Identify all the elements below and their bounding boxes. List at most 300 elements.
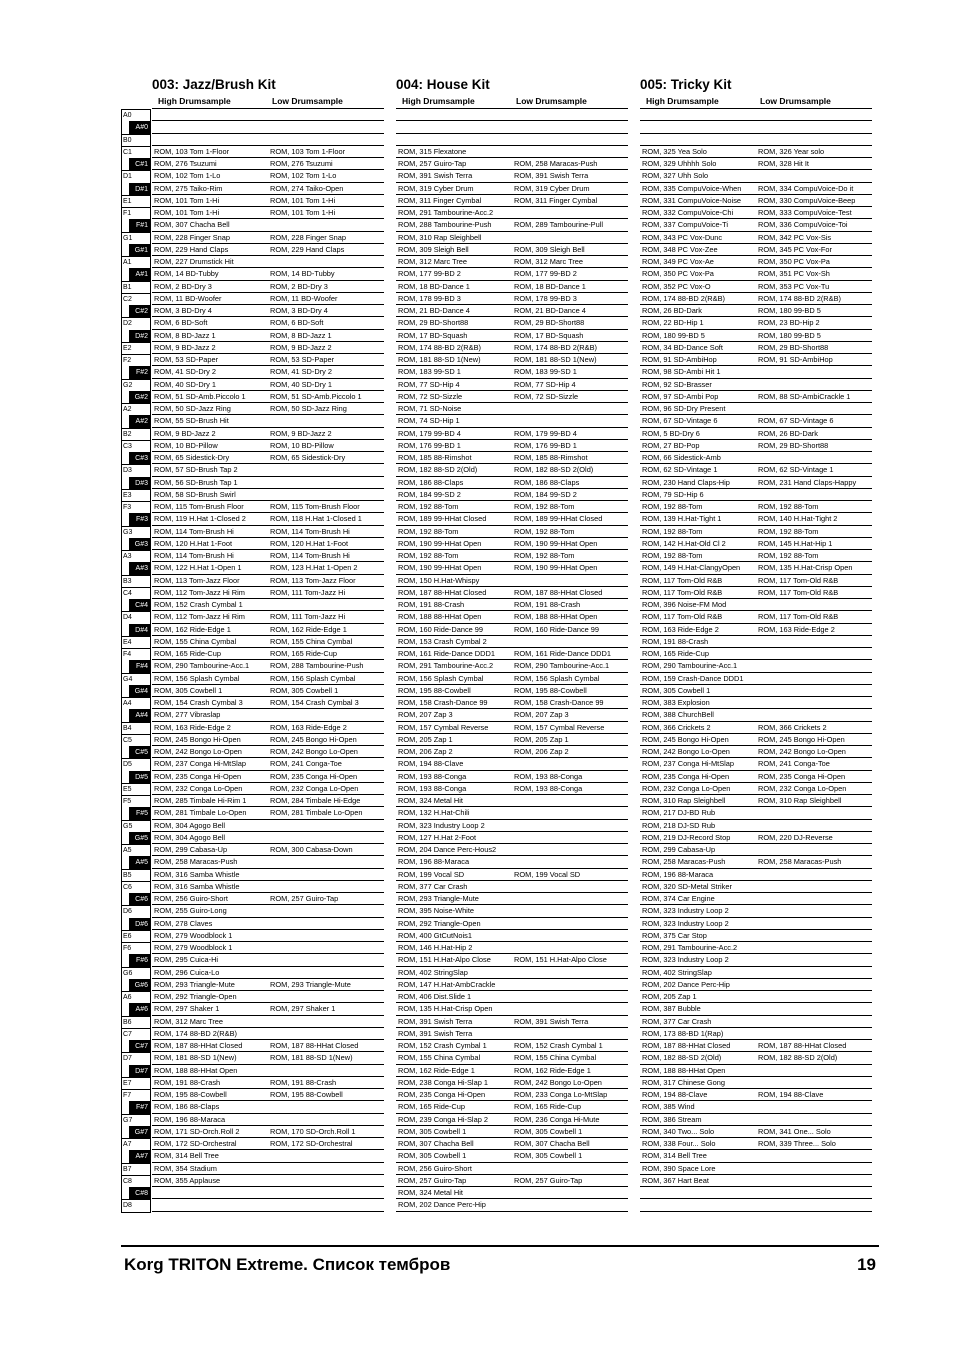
low-sample: ROM, 117 Tom-Old R&B <box>758 587 839 597</box>
low-sample: ROM, 190 99-HHat Open <box>514 538 598 548</box>
table-row <box>396 942 628 954</box>
high-sample: ROM, 55 SD-Brush Hit <box>154 416 229 426</box>
high-sample: ROM, 187 88-HHat Closed <box>642 1041 731 1050</box>
table-row <box>396 317 628 329</box>
table-row <box>152 538 384 550</box>
low-sample: ROM, 189 99-HHat Closed <box>514 514 603 524</box>
key-label: F#6 <box>129 954 151 966</box>
table-row <box>396 820 628 832</box>
key-label: C#8 <box>129 1187 151 1199</box>
high-sample: ROM, 391 Swish Terra <box>398 1016 473 1026</box>
low-sample: ROM, 101 Tom 1-Hi <box>270 195 336 205</box>
table-row <box>152 489 384 501</box>
low-sample: ROM, 154 Crash Cymbal 3 <box>270 698 359 707</box>
high-sample: ROM, 386 Stream <box>642 1114 702 1124</box>
low-sample: ROM, 29 BD-Short88 <box>758 440 829 450</box>
low-sample: ROM, 8 BD-Jazz 1 <box>270 330 332 340</box>
table-row <box>396 1003 628 1015</box>
low-sample: ROM, 165 Ride-Cup <box>270 649 337 658</box>
high-sample: ROM, 314 Bell Tree <box>642 1151 707 1161</box>
high-sample: ROM, 9 BD-Jazz 2 <box>154 342 216 352</box>
table-row <box>640 134 872 146</box>
table-row <box>396 954 628 966</box>
table-row <box>640 709 872 721</box>
table-row <box>152 1052 384 1064</box>
high-sample: ROM, 281 Timbale Lo-Open <box>154 808 247 818</box>
table-row <box>152 464 384 476</box>
low-sample: ROM, 297 Shaker 1 <box>270 1004 336 1014</box>
high-sample: ROM, 196 88-Maraca <box>642 869 714 879</box>
header-low: Low Drumsample <box>516 96 587 106</box>
high-sample: ROM, 242 Bongo Lo-Open <box>154 747 242 756</box>
high-sample: ROM, 162 Ride-Edge 1 <box>154 624 231 634</box>
low-sample: ROM, 180 99-BD 5 <box>758 330 821 340</box>
high-sample: ROM, 192 88-Tom <box>398 551 459 560</box>
low-sample: ROM, 26 BD-Dark <box>758 428 818 438</box>
high-sample: ROM, 101 Tom 1-Hi <box>154 195 220 205</box>
key-label: A#2 <box>129 415 151 427</box>
table-row <box>152 991 384 1003</box>
table-row <box>640 991 872 1003</box>
table-row <box>640 268 872 280</box>
low-sample: ROM, 334 CompuVoice-Do it <box>758 183 854 193</box>
table-row <box>396 207 628 219</box>
high-sample: ROM, 91 SD-AmbiHop <box>642 355 717 364</box>
key-label: G#5 <box>129 832 151 844</box>
high-sample: ROM, 112 Tom-Jazz Hi Rim <box>154 612 245 622</box>
table-row <box>640 452 872 464</box>
low-sample: ROM, 114 Tom-Brush Hi <box>270 551 350 560</box>
low-sample: ROM, 170 SD-Orch.Roll 1 <box>270 1126 356 1136</box>
low-sample: ROM, 9 BD-Jazz 2 <box>270 342 332 352</box>
low-sample: ROM, 235 Conga Hi-Open <box>758 771 846 781</box>
kit-jazz-brush <box>152 76 384 1185</box>
page-number: 19 <box>857 1255 876 1274</box>
low-sample: ROM, 236 Conga Hi-Mute <box>514 1114 600 1124</box>
high-sample: ROM, 256 Guiro-Short <box>398 1163 472 1173</box>
table-row <box>640 795 872 807</box>
table-row <box>640 464 872 476</box>
table-row <box>640 1028 872 1040</box>
table-row <box>640 244 872 256</box>
key-label: A#7 <box>129 1150 151 1162</box>
key-label: G#1 <box>129 244 151 256</box>
table-row <box>152 575 384 587</box>
low-sample: ROM, 293 Triangle-Mute <box>270 979 351 989</box>
low-sample: ROM, 195 88-Cowbell <box>270 1090 343 1099</box>
high-sample: ROM, 34 BD-Dance Soft <box>642 342 723 352</box>
table-row <box>640 783 872 795</box>
table-row <box>152 954 384 966</box>
high-sample: ROM, 191 88-Crash <box>642 636 709 646</box>
high-sample: ROM, 297 Shaker 1 <box>154 1004 220 1014</box>
low-sample: ROM, 156 Splash Cymbal <box>514 673 600 683</box>
table-row <box>640 1138 872 1150</box>
high-sample: ROM, 195 88-Cowbell <box>154 1090 227 1099</box>
low-sample: ROM, 102 Tom 1-Lo <box>270 171 337 181</box>
key-label: G#2 <box>129 391 151 403</box>
low-sample: ROM, 305 Cowbell 1 <box>514 1151 583 1161</box>
low-sample: ROM, 65 Sidestick-Dry <box>270 453 346 462</box>
high-sample: ROM, 245 Bongo Hi-Open <box>154 734 241 744</box>
table-row <box>640 832 872 844</box>
table-row <box>152 807 384 819</box>
high-sample: ROM, 114 Tom-Brush Hi <box>154 551 234 560</box>
high-sample: ROM, 160 Ride-Dance 99 <box>398 624 484 634</box>
low-sample: ROM, 50 SD-Jazz Ring <box>270 404 347 413</box>
high-sample: ROM, 331 CompuVoice-Noise <box>642 195 741 205</box>
table-row <box>640 856 872 868</box>
table-row <box>152 244 384 256</box>
key-label: F3 <box>121 501 151 513</box>
high-sample: ROM, 238 Conga Hi-Slap 1 <box>398 1077 488 1087</box>
high-sample: ROM, 327 Uhh Solo <box>642 171 709 181</box>
kit-title: 003: Jazz/Brush Kit <box>152 77 276 92</box>
high-sample: ROM, 67 SD-Vintage 6 <box>642 416 718 426</box>
table-row <box>152 134 384 146</box>
high-sample: ROM, 188 88-HHat Open <box>642 1065 726 1075</box>
high-sample: ROM, 338 Four... Solo <box>642 1139 716 1148</box>
table-row <box>396 1199 628 1211</box>
table-row <box>640 489 872 501</box>
table-row <box>640 1114 872 1126</box>
table-row <box>396 967 628 979</box>
high-sample: ROM, 189 99-HHat Closed <box>398 514 487 524</box>
table-row <box>640 611 872 623</box>
table-row <box>640 599 872 611</box>
table-row <box>640 207 872 219</box>
high-sample: ROM, 194 88-Clave <box>642 1090 708 1099</box>
table-row <box>640 121 872 133</box>
high-sample: ROM, 199 Vocal SD <box>398 869 465 879</box>
key-label: D#4 <box>129 624 151 636</box>
table-row <box>396 1016 628 1028</box>
low-sample: ROM, 228 Finger Snap <box>270 232 346 242</box>
high-sample: ROM, 98 SD-Ambi Hit 1 <box>642 367 721 377</box>
key-label: B4 <box>121 722 151 734</box>
table-row <box>396 538 628 550</box>
key-label: C8 <box>121 1175 151 1187</box>
high-sample: ROM, 291 Tambourine-Acc.2 <box>398 661 494 671</box>
table-row <box>396 611 628 623</box>
low-sample: ROM, 6 BD-Soft <box>270 318 324 328</box>
table-row <box>152 158 384 170</box>
low-sample: ROM, 158 Crash-Dance 99 <box>514 698 604 707</box>
low-sample: ROM, 111 Tom-Jazz Hi <box>270 612 346 622</box>
high-sample: ROM, 41 SD-Dry 2 <box>154 367 217 377</box>
high-sample: ROM, 232 Conga Lo-Open <box>154 783 243 793</box>
low-sample: ROM, 235 Conga Hi-Open <box>270 771 358 781</box>
low-sample: ROM, 194 88-Clave <box>758 1090 824 1099</box>
high-sample: ROM, 352 PC Vox-O <box>642 281 711 291</box>
high-sample: ROM, 325 Yea Solo <box>642 146 707 156</box>
low-sample: ROM, 29 BD-Short88 <box>514 318 585 328</box>
high-sample: ROM, 276 Tsuzumi <box>154 159 217 168</box>
table-row <box>640 538 872 550</box>
low-sample: ROM, 207 Zap 3 <box>514 710 569 720</box>
high-sample: ROM, 343 PC Vox-Dunc <box>642 232 723 242</box>
table-row <box>152 648 384 660</box>
table-row <box>396 869 628 881</box>
low-sample: ROM, 242 Bongo Lo-Open <box>758 747 846 756</box>
low-sample: ROM, 185 88-Rimshot <box>514 453 588 462</box>
table-row <box>640 342 872 354</box>
high-sample: ROM, 202 Dance Perc-Hip <box>398 1200 486 1210</box>
table-row <box>396 1040 628 1052</box>
key-label: C#3 <box>129 452 151 464</box>
table-row <box>152 1040 384 1052</box>
table-row <box>152 293 384 305</box>
key-label: A#3 <box>129 562 151 574</box>
low-sample: ROM, 232 Conga Lo-Open <box>758 783 847 793</box>
table-row <box>640 967 872 979</box>
low-sample: ROM, 233 Conga Lo-MtSlap <box>514 1090 608 1099</box>
high-sample: ROM, 367 Hart Beat <box>642 1175 709 1185</box>
high-sample: ROM, 165 Ride-Cup <box>642 649 709 658</box>
table-row <box>396 758 628 770</box>
table-row <box>640 281 872 293</box>
high-sample: ROM, 377 Car Crash <box>642 1016 712 1026</box>
table-row <box>640 562 872 574</box>
high-sample: ROM, 230 Hand Claps-Hip <box>642 477 730 487</box>
table-row <box>396 268 628 280</box>
key-label: D#1 <box>129 183 151 195</box>
high-sample: ROM, 349 PC Vox-Ae <box>642 257 714 266</box>
table-row <box>152 428 384 440</box>
low-sample: ROM, 241 Conga-Toe <box>758 759 830 769</box>
low-sample: ROM, 40 SD-Dry 1 <box>270 379 333 389</box>
low-sample: ROM, 290 Tambourine-Acc.1 <box>514 661 610 671</box>
low-sample: ROM, 199 Vocal SD <box>514 869 581 879</box>
table-row <box>152 930 384 942</box>
table-row <box>640 1065 872 1077</box>
low-sample: ROM, 179 99-BD 4 <box>514 428 577 438</box>
low-sample: ROM, 288 Tambourine-Push <box>270 661 364 671</box>
high-sample: ROM, 132 H.Hat-Chili <box>398 808 470 818</box>
high-sample: ROM, 171 SD-Orch.Roll 2 <box>154 1126 240 1136</box>
table-row <box>640 587 872 599</box>
low-sample: ROM, 113 Tom-Jazz Floor <box>270 575 356 585</box>
high-sample: ROM, 323 Industry Loop 2 <box>642 906 729 916</box>
table-row <box>396 391 628 403</box>
low-sample: ROM, 156 Splash Cymbal <box>270 673 356 683</box>
key-label: A2 <box>121 403 151 415</box>
table-row <box>152 795 384 807</box>
high-sample: ROM, 309 Sleigh Bell <box>398 244 469 254</box>
header-low: Low Drumsample <box>760 96 831 106</box>
table-row <box>152 905 384 917</box>
table-row <box>152 1101 384 1113</box>
table-row <box>396 905 628 917</box>
low-sample: ROM, 174 88-BD 2(R&B) <box>758 293 841 303</box>
table-row <box>396 1077 628 1089</box>
low-sample: ROM, 307 Chacha Bell <box>514 1139 590 1148</box>
low-sample: ROM, 229 Hand Claps <box>270 244 345 254</box>
table-row <box>152 1150 384 1162</box>
high-sample: ROM, 96 SD-Dry Present <box>642 404 726 413</box>
table-row <box>640 685 872 697</box>
high-sample: ROM, 323 Industry Loop 2 <box>398 820 485 830</box>
key-label: E2 <box>121 342 151 354</box>
table-row <box>152 195 384 207</box>
key-label: D1 <box>121 170 151 182</box>
low-sample: ROM, 242 Bongo Lo-Open <box>270 747 358 756</box>
table-row <box>152 734 384 746</box>
table-row <box>640 232 872 244</box>
key-label: F#5 <box>129 807 151 819</box>
high-sample: ROM, 155 China Cymbal <box>154 636 237 646</box>
low-sample: ROM, 9 BD-Jazz 2 <box>270 428 332 438</box>
table-row <box>152 967 384 979</box>
table-row <box>640 183 872 195</box>
table-row <box>152 624 384 636</box>
key-label: A6 <box>121 991 151 1003</box>
low-sample: ROM, 155 China Cymbal <box>270 636 353 646</box>
high-sample: ROM, 229 Hand Claps <box>154 244 229 254</box>
high-sample: ROM, 311 Finger Cymbal <box>398 195 482 205</box>
key-label: A5 <box>121 844 151 856</box>
key-label: A4 <box>121 697 151 709</box>
high-sample: ROM, 174 88-BD 2(R&B) <box>154 1028 237 1038</box>
table-row <box>152 709 384 721</box>
high-sample: ROM, 242 Bongo Lo-Open <box>642 747 730 756</box>
low-sample: ROM, 160 Ride-Dance 99 <box>514 624 600 634</box>
low-sample: ROM, 258 Maracas-Push <box>758 857 842 867</box>
key-label: C4 <box>121 587 151 599</box>
key-label: F6 <box>121 942 151 954</box>
low-sample: ROM, 11 BD-Woofer <box>270 293 338 303</box>
low-sample: ROM, 326 Year solo <box>758 146 825 156</box>
high-sample: ROM, 278 Claves <box>154 918 213 928</box>
key-label: E1 <box>121 195 151 207</box>
table-row <box>152 697 384 709</box>
table-row <box>640 1077 872 1089</box>
high-sample: ROM, 204 Dance Perc-Hous2 <box>398 845 497 854</box>
key-label: G#7 <box>129 1126 151 1138</box>
high-sample: ROM, 117 Tom-Old R&B <box>642 612 723 622</box>
table-row <box>396 795 628 807</box>
high-sample: ROM, 112 Tom-Jazz Hi Rim <box>154 587 245 597</box>
low-sample: ROM, 10 BD-Pillow <box>270 440 334 450</box>
high-sample: ROM, 21 BD-Dance 4 <box>398 306 470 315</box>
high-sample: ROM, 192 88-Tom <box>398 526 459 536</box>
high-sample: ROM, 207 Zap 3 <box>398 710 453 720</box>
key-label: G5 <box>121 820 151 832</box>
low-sample: ROM, 77 SD-Hip 4 <box>514 379 576 389</box>
high-sample: ROM, 291 Tambourine-Acc.2 <box>398 208 494 217</box>
high-sample: ROM, 245 Bongo Hi-Open <box>642 734 729 744</box>
high-sample: ROM, 14 BD-Tubby <box>154 269 219 279</box>
table-row <box>396 746 628 758</box>
key-label: G6 <box>121 967 151 979</box>
high-sample: ROM, 395 Noise-White <box>398 906 474 916</box>
high-sample: ROM, 350 PC Vox-Pa <box>642 269 714 279</box>
high-sample: ROM, 174 88-BD 2(R&B) <box>398 342 481 352</box>
table-row <box>396 881 628 893</box>
high-sample: ROM, 174 88-BD 2(R&B) <box>642 293 725 303</box>
table-row <box>640 746 872 758</box>
table-row <box>152 758 384 770</box>
table-row <box>396 244 628 256</box>
low-sample: ROM, 191 88-Crash <box>514 600 581 609</box>
low-sample: ROM, 145 H.Hat-Hip 1 <box>758 538 833 548</box>
high-sample: ROM, 316 Samba Whistle <box>154 881 240 891</box>
low-sample: ROM, 182 88-SD 2(Old) <box>514 465 594 475</box>
low-sample: ROM, 180 99-BD 5 <box>758 306 821 315</box>
table-row <box>396 856 628 868</box>
table-row <box>396 807 628 819</box>
high-sample: ROM, 218 DJ-SD Rub <box>642 820 716 830</box>
low-sample: ROM, 300 Cabasa-Down <box>270 845 353 854</box>
key-label: C5 <box>121 734 151 746</box>
high-sample: ROM, 3 BD-Dry 4 <box>154 306 212 315</box>
low-sample: ROM, 191 88-Crash <box>270 1077 337 1087</box>
high-sample: ROM, 293 Triangle-Mute <box>154 979 235 989</box>
table-row <box>396 1052 628 1064</box>
high-sample: ROM, 340 Two... Solo <box>642 1126 715 1136</box>
low-sample: ROM, 14 BD-Tubby <box>270 269 335 279</box>
low-sample: ROM, 312 Marc Tree <box>514 257 583 266</box>
table-row <box>152 391 384 403</box>
high-sample: ROM, 187 88-HHat Closed <box>154 1041 243 1050</box>
table-row <box>396 134 628 146</box>
high-sample: ROM, 18 BD-Dance 1 <box>398 281 470 291</box>
low-sample: ROM, 391 Swish Terra <box>514 1016 589 1026</box>
table-row <box>640 673 872 685</box>
table-row <box>152 599 384 611</box>
high-sample: ROM, 374 Car Engine <box>642 894 715 903</box>
low-sample: ROM, 281 Timbale Lo-Open <box>270 808 363 818</box>
table-row <box>396 415 628 427</box>
high-sample: ROM, 305 Cowbell 1 <box>642 685 711 695</box>
key-label: F5 <box>121 795 151 807</box>
table-row <box>640 526 872 538</box>
high-sample: ROM, 154 Crash Cymbal 3 <box>154 698 243 707</box>
low-sample: ROM, 163 Ride-Edge 2 <box>270 722 347 732</box>
low-sample: ROM, 274 Taiko-Open <box>270 183 344 193</box>
table-row <box>640 954 872 966</box>
low-sample: ROM, 319 Cyber Drum <box>514 183 590 193</box>
header-high: High Drumsample <box>646 96 719 106</box>
low-sample: ROM, 192 88-Tom <box>514 502 575 511</box>
low-sample: ROM, 187 88-HHat Closed <box>514 587 603 597</box>
table-row <box>640 820 872 832</box>
table-row <box>396 575 628 587</box>
key-label: F#2 <box>129 366 151 378</box>
table-row <box>640 979 872 991</box>
high-sample: ROM, 205 Zap 1 <box>398 734 453 744</box>
table-row <box>396 979 628 991</box>
table-row <box>152 170 384 182</box>
high-sample: ROM, 17 BD-Squash <box>398 330 468 340</box>
table-row <box>152 979 384 991</box>
high-sample: ROM, 258 Maracas-Push <box>642 857 726 867</box>
low-sample: ROM, 192 88-Tom <box>514 551 575 560</box>
key-label: B2 <box>121 428 151 440</box>
high-sample: ROM, 316 Samba Whistle <box>154 869 240 879</box>
table-row <box>152 942 384 954</box>
high-sample: ROM, 72 SD-Sizzle <box>398 391 463 401</box>
table-row <box>396 1101 628 1113</box>
low-sample: ROM, 162 Ride-Edge 1 <box>270 624 347 634</box>
high-sample: ROM, 235 Conga Hi-Open <box>154 771 242 781</box>
low-sample: ROM, 120 H.Hat 1-Foot <box>270 538 349 548</box>
table-row <box>396 1163 628 1175</box>
high-sample: ROM, 185 88-Rimshot <box>398 453 472 462</box>
high-sample: ROM, 291 Tambourine-Acc.2 <box>642 943 738 952</box>
table-row <box>640 513 872 525</box>
high-sample: ROM, 390 Space Lore <box>642 1163 716 1173</box>
